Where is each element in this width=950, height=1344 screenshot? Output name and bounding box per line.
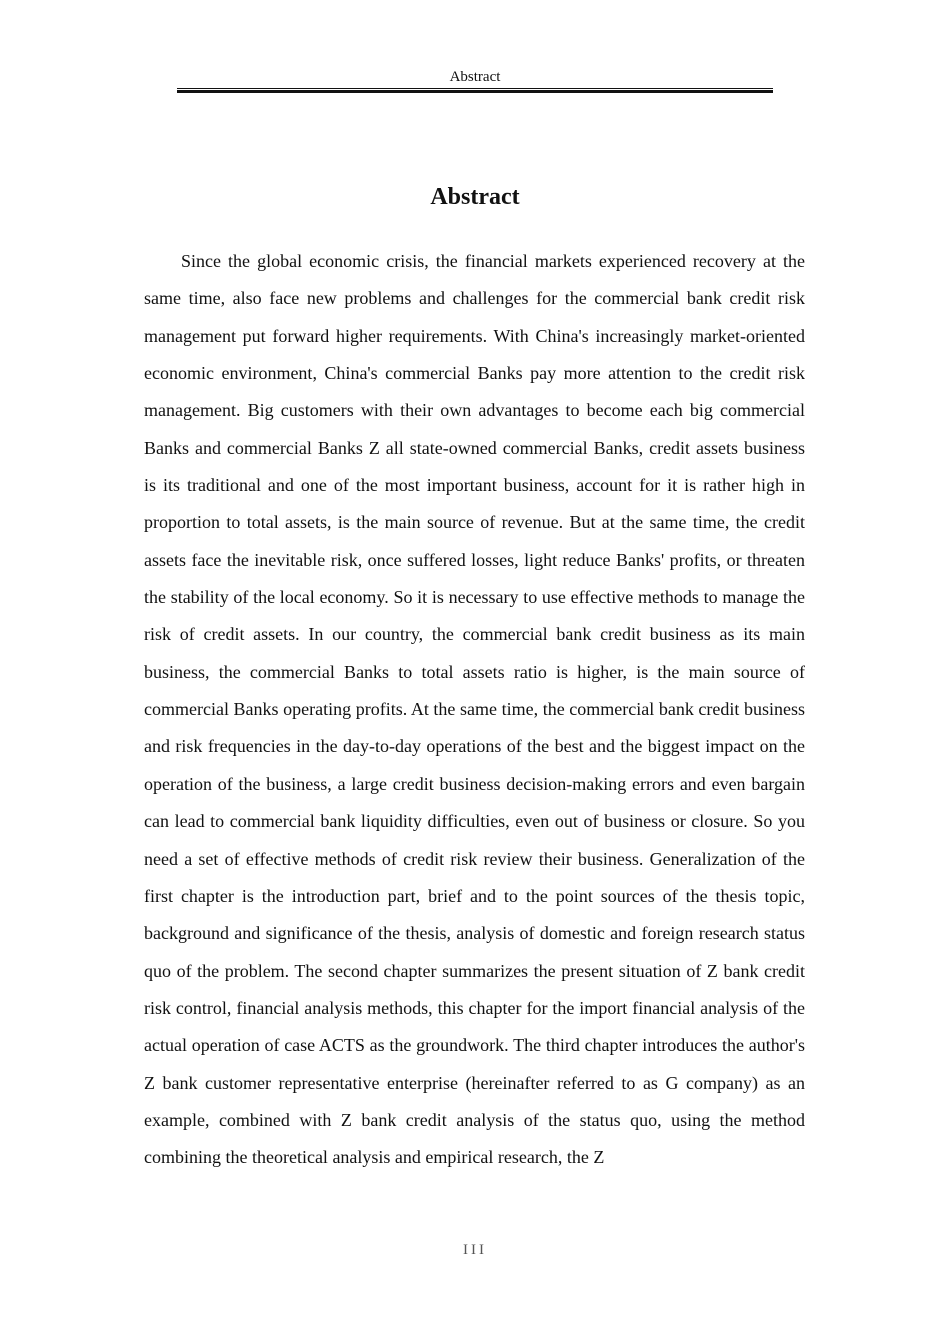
page-number: III xyxy=(463,1242,487,1258)
header-rule-thin-line xyxy=(177,88,773,89)
running-header: Abstract xyxy=(449,69,501,85)
abstract-paragraph: Since the global economic crisis, the financial markets experienced recovery at the same time, also face new problems and challenges for the commercial bank credit risk management put forward higher requirements. With China's increasingly market-oriented economic environment, China's commercial Banks pay more attention to the credit risk management. Big customers with their own advantages to become each big commercial Banks and commercial Banks Z all state-owned commercial Banks, credit assets business is its traditional and one of the most important business, account for it is rather high in proportion to total assets, is the main source of revenue. But at the same time, the credit assets face the inevitable risk, once suffered losses, light reduce Banks' profits, or threaten the stability of the local economy. So it is necessary to use effective methods to manage the risk of credit assets. In our country, the commercial bank credit business as its main business, the commercial Banks to total assets ratio is higher, is the main source of commercial Banks operating profits. At the same time, the commercial bank credit business and risk frequencies in the day-to-day operations of the best and the biggest impact on the operation of the business, a large credit business decision-making errors and even bargain can lead to commercial bank liquidity difficulties, even out of business or closure. So you need a set of effective methods of credit risk review their business. Generalization of the first chapter is the introduction part, brief and to the point sources of the thesis topic, background and significance of the thesis, analysis of domestic and foreign research status quo of the problem. The second chapter summarizes the present situation of Z bank credit risk control, financial analysis methods, this chapter for the import financial analysis of the actual operation of case ACTS as the groundwork. The third chapter introduces the author's Z bank customer representative enterprise (hereinafter referred to as G company) as an example, combined with Z bank credit analysis of the status quo, using the method combining the theoretical analysis and empirical research, the Z xyxy=(144,251,805,1168)
page-title: Abstract xyxy=(430,184,520,210)
header-rule xyxy=(177,88,773,94)
header-rule-thick-line xyxy=(177,90,773,93)
